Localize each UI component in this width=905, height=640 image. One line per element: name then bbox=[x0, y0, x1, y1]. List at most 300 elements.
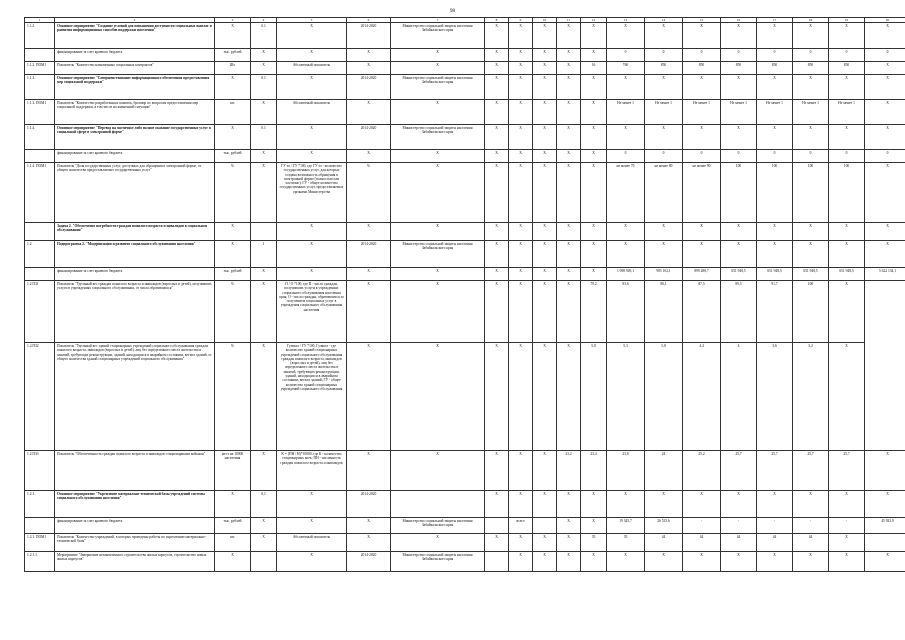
table-cell: X bbox=[721, 223, 757, 241]
table-cell: X bbox=[683, 241, 721, 268]
table-row bbox=[25, 552, 905, 572]
table-cell bbox=[485, 552, 509, 572]
table-cell: Министерство социальной защиты населения Забайкальского края bbox=[391, 75, 485, 100]
table-row bbox=[25, 281, 905, 343]
column-number-cell: 18 bbox=[793, 18, 829, 23]
table-cell: X bbox=[391, 223, 485, 241]
row-description-cell: Основное мероприятие "Совершенствование информационного обеспечения предоставления мер социальной поддержки" bbox=[55, 75, 215, 100]
table-cell: тыс. рублей bbox=[215, 150, 251, 163]
table-cell: - bbox=[683, 518, 721, 534]
table-cell: X bbox=[277, 268, 347, 281]
row-code-cell bbox=[25, 150, 55, 163]
table-cell: 79,2 bbox=[581, 281, 607, 343]
table-cell: X bbox=[509, 49, 533, 62]
column-number-cell: 15 bbox=[683, 18, 721, 23]
table-cell: Не менее 1 bbox=[793, 100, 829, 125]
table-cell: X bbox=[757, 23, 793, 49]
table-cell: X bbox=[391, 163, 485, 223]
table-cell: X bbox=[865, 552, 905, 572]
table-cell: X bbox=[581, 241, 607, 268]
table-cell: 44 bbox=[683, 534, 721, 552]
table-cell: X bbox=[215, 75, 251, 100]
table-cell: X bbox=[829, 491, 865, 518]
table-cell: 100 bbox=[721, 163, 757, 223]
table-cell: Не менее 1 bbox=[829, 100, 865, 125]
table-cell: X bbox=[581, 150, 607, 163]
table-cell: 2014-2020 bbox=[347, 75, 391, 100]
table-cell: X bbox=[391, 62, 485, 75]
table-cell: 0 bbox=[757, 150, 793, 163]
table-cell: 0 bbox=[683, 49, 721, 62]
column-number-cell: 17 bbox=[757, 18, 793, 23]
row-description-cell: Показатель "Обеспеченность граждан пожилого возраста и инвалидов стационарными койками" bbox=[55, 451, 215, 491]
table-cell: 100 bbox=[793, 281, 829, 343]
table-cell: X bbox=[509, 552, 533, 572]
table-cell: X bbox=[251, 518, 277, 534]
table-cell: Не менее 1 bbox=[683, 100, 721, 125]
table-cell: X bbox=[391, 100, 485, 125]
table-cell: 100 bbox=[793, 163, 829, 223]
table-cell: X bbox=[509, 75, 533, 100]
row-description-cell: Показатель "Удельный вес граждан пожилого возраста и инвалидов (взрослых и детей), получивших услуги в учреждениях социального обслуживания, от числа обратившихся" bbox=[55, 281, 215, 343]
column-number-cell: 20 bbox=[865, 18, 905, 23]
table-cell: X bbox=[581, 125, 607, 150]
table-cell: 100 bbox=[829, 163, 865, 223]
table-cell: Не менее 1 bbox=[607, 100, 645, 125]
row-description-cell: Показатель "Доля государственных услуг, доступных для обращения в электронной форме, от общего количества предоставляемых государственных услуг" bbox=[55, 163, 215, 223]
table-cell: X bbox=[485, 343, 509, 451]
table-cell: X bbox=[251, 268, 277, 281]
table-cell: 2014-2020 bbox=[347, 241, 391, 268]
table-cell: 2014-2020 bbox=[347, 23, 391, 49]
table-cell: X bbox=[347, 49, 391, 62]
table-cell: X bbox=[721, 241, 757, 268]
table-cell: 0 bbox=[829, 150, 865, 163]
row-code-cell: 1.2.1. bbox=[25, 491, 55, 518]
table-cell: X bbox=[757, 491, 793, 518]
table-cell: 0 bbox=[607, 150, 645, 163]
table-cell: 1 bbox=[251, 241, 277, 268]
table-cell: X bbox=[581, 223, 607, 241]
table-cell: X bbox=[509, 268, 533, 281]
table-cell: X bbox=[509, 343, 533, 451]
table-cell: 651 948,5 bbox=[829, 268, 865, 281]
table-cell: X bbox=[793, 241, 829, 268]
row-code-cell: 1.2. bbox=[25, 241, 55, 268]
table-cell: % bbox=[215, 163, 251, 223]
table-cell: X bbox=[607, 241, 645, 268]
table-cell: X bbox=[557, 241, 581, 268]
table-cell: K = (ПН / Н)*10000, где К - количество стационарных коек; ПН - численность граждан пожилого возраста и инвалидов bbox=[277, 451, 347, 491]
table-cell bbox=[485, 518, 509, 534]
table-cell: 26 515,6 bbox=[645, 518, 683, 534]
table-cell: 2014-2020 bbox=[347, 491, 391, 518]
table-cell: X bbox=[581, 49, 607, 62]
table-cell: X bbox=[581, 75, 607, 100]
row-description-cell: Показатель "Количество назначенных социальных контрактов" bbox=[55, 62, 215, 75]
row-description-cell: финансирование за счет краевого бюджета bbox=[55, 150, 215, 163]
table-cell: X bbox=[683, 23, 721, 49]
row-description-cell: финансирование за счет краевого бюджета bbox=[55, 518, 215, 534]
table-cell: X bbox=[509, 125, 533, 150]
table-row bbox=[25, 163, 905, 223]
table-cell: тыс. рублей bbox=[215, 49, 251, 62]
table-cell: Абсолютный показатель bbox=[277, 62, 347, 75]
table-cell: X bbox=[277, 518, 347, 534]
table-cell: X bbox=[557, 343, 581, 451]
table-cell: X bbox=[865, 125, 905, 150]
table-cell: X bbox=[683, 491, 721, 518]
table-cell: X bbox=[215, 552, 251, 572]
table-cell: Не менее 1 bbox=[757, 100, 793, 125]
table-cell: X bbox=[557, 100, 581, 125]
table-cell: X bbox=[757, 223, 793, 241]
row-code-cell: 1.1.4. bbox=[25, 125, 55, 150]
table-cell: 1 098 949,1 bbox=[607, 268, 645, 281]
table-cell: % bbox=[347, 163, 391, 223]
table-cell: 0.1 bbox=[251, 75, 277, 100]
table-cell: 5,8 bbox=[645, 343, 683, 451]
table-cell: 25,7 bbox=[721, 451, 757, 491]
table-cell: X bbox=[347, 281, 391, 343]
table-cell: X bbox=[509, 100, 533, 125]
table-cell: X bbox=[391, 281, 485, 343]
table-cell: X bbox=[757, 75, 793, 100]
table-cell: 4 bbox=[721, 343, 757, 451]
table-cell: 0 bbox=[607, 49, 645, 62]
table-cell: X bbox=[277, 23, 347, 49]
table-cell: X bbox=[485, 150, 509, 163]
table-cell: 91,7 bbox=[757, 281, 793, 343]
table-cell: X bbox=[645, 223, 683, 241]
table-cell: 850 bbox=[683, 62, 721, 75]
table-cell: X bbox=[391, 150, 485, 163]
table-cell: X bbox=[347, 343, 391, 451]
table-cell: шт. bbox=[215, 100, 251, 125]
table-cell: X bbox=[829, 125, 865, 150]
column-number-cell: 4 bbox=[251, 18, 277, 23]
program-indicators-table bbox=[24, 17, 905, 572]
table-cell: X bbox=[533, 125, 557, 150]
table-cell: X bbox=[829, 343, 865, 451]
table-cell: 44 bbox=[757, 534, 793, 552]
table-cell: 850 bbox=[645, 62, 683, 75]
table-cell: X bbox=[251, 163, 277, 223]
table-cell bbox=[251, 223, 277, 241]
table-row bbox=[25, 268, 905, 281]
table-cell: X bbox=[683, 75, 721, 100]
table-cell: X bbox=[607, 23, 645, 49]
table-cell: X bbox=[721, 125, 757, 150]
table-cell: X bbox=[485, 49, 509, 62]
table-cell bbox=[251, 552, 277, 572]
table-cell: X bbox=[793, 223, 829, 241]
table-cell: 23,4 bbox=[581, 451, 607, 491]
table-cell: X bbox=[251, 343, 277, 451]
table-cell: X bbox=[557, 49, 581, 62]
table-cell: X bbox=[485, 451, 509, 491]
row-description-cell: финансирование за счет краевого бюджета bbox=[55, 49, 215, 62]
table-cell: Шт. bbox=[215, 62, 251, 75]
table-cell: X bbox=[865, 100, 905, 125]
column-number-cell: 5 bbox=[277, 18, 347, 23]
table-cell: 0 bbox=[645, 150, 683, 163]
table-cell: X bbox=[251, 281, 277, 343]
table-cell: X bbox=[865, 223, 905, 241]
column-number-cell: 3 bbox=[215, 18, 251, 23]
table-cell: 44 bbox=[793, 534, 829, 552]
table-cell: 0 bbox=[865, 49, 905, 62]
table-cell: X bbox=[215, 223, 251, 241]
table-cell: 5,3 bbox=[607, 343, 645, 451]
table-cell: 651 948,5 bbox=[721, 268, 757, 281]
row-code-cell: 1.2.ПЗ1 bbox=[25, 281, 55, 343]
table-cell: 651 948,5 bbox=[793, 268, 829, 281]
table-cell: X bbox=[533, 150, 557, 163]
table-cell: X bbox=[581, 491, 607, 518]
table-cell: X bbox=[721, 491, 757, 518]
table-cell: Не менее 1 bbox=[645, 100, 683, 125]
table-cell: 850 bbox=[793, 62, 829, 75]
table-cell: 0 bbox=[683, 150, 721, 163]
table-cell: X bbox=[645, 491, 683, 518]
table-cell: X bbox=[485, 23, 509, 49]
table-cell: X bbox=[607, 223, 645, 241]
row-description-cell: Мероприятие "Завершение незаконченного строительства жилых корпусов, строительство новых жилых корпусов" bbox=[55, 552, 215, 572]
table-cell: 0 bbox=[645, 49, 683, 62]
table-row bbox=[25, 100, 905, 125]
table-cell: П / О *100, где П - число граждан, получивших услуги в учреждениях социального обслуживания населения края; О - число граждан, обратившихся за получением социальных услуг в учреждения социального обслуживания населения bbox=[277, 281, 347, 343]
table-cell: X bbox=[607, 491, 645, 518]
table-row bbox=[25, 62, 905, 75]
table-cell: 35 bbox=[581, 534, 607, 552]
row-code-cell bbox=[25, 49, 55, 62]
row-code-cell: 1.2.ПЗ3 bbox=[25, 451, 55, 491]
table-cell: 25,2 bbox=[683, 451, 721, 491]
column-number-cell: 8 bbox=[485, 18, 509, 23]
row-description-cell: Подпрограмма 2. "Модернизация и развитие социального обслуживания населения" bbox=[55, 241, 215, 268]
table-cell: 0 bbox=[829, 49, 865, 62]
column-number-cell: 1 bbox=[25, 18, 55, 23]
table-cell: X bbox=[683, 223, 721, 241]
table-cell: не менее 70 bbox=[607, 163, 645, 223]
table-cell: X bbox=[485, 75, 509, 100]
table-cell: 2014-2020 bbox=[347, 125, 391, 150]
table-cell: X bbox=[251, 451, 277, 491]
table-cell: 25,7 bbox=[793, 451, 829, 491]
column-number-cell: 14 bbox=[645, 18, 683, 23]
table-cell: X bbox=[645, 241, 683, 268]
table-cell: 2014-2020 bbox=[347, 552, 391, 572]
table-cell: 850 bbox=[721, 62, 757, 75]
table-cell: X bbox=[557, 223, 581, 241]
table-cell: X bbox=[581, 552, 607, 572]
row-description-cell: Основное мероприятие "Создание условий для повышения доступности социальных выплат и развития информационных способов поддержки населения" bbox=[55, 23, 215, 49]
table-cell: X bbox=[509, 451, 533, 491]
table-cell: Министерство социальной защиты населения Забайкальского края bbox=[391, 552, 485, 572]
table-cell: X bbox=[645, 75, 683, 100]
table-cell: Гуэвктл / ГУ *100, Гуэвктл - где количество зданий стационарных учреждений социального обслуживания граждан пожилого возраста, инвалидов (взрослых и детей), лиц без определенного места жительства и занятий, требующих реконструкции, зданий, находящихся в аварийном состоянии, ветхих зданий; ГУ - общее количество зданий стационарных учреждений социального обслуживания bbox=[277, 343, 347, 451]
table-cell: X bbox=[557, 163, 581, 223]
table-cell: X bbox=[485, 125, 509, 150]
table-cell: X bbox=[347, 150, 391, 163]
table-cell: Не менее 1 bbox=[721, 100, 757, 125]
table-row bbox=[25, 518, 905, 534]
table-cell: не менее 90 bbox=[683, 163, 721, 223]
table-cell: X bbox=[557, 62, 581, 75]
table-cell: X bbox=[645, 552, 683, 572]
table-cell: X bbox=[865, 62, 905, 75]
table-cell: X bbox=[485, 163, 509, 223]
table-cell: X bbox=[533, 49, 557, 62]
table-cell: 35 bbox=[607, 534, 645, 552]
table-cell: 985 102,1 bbox=[645, 268, 683, 281]
table-cell: X bbox=[829, 281, 865, 343]
table-row bbox=[25, 75, 905, 100]
table-cell: X bbox=[347, 100, 391, 125]
table-cell: X bbox=[557, 150, 581, 163]
table-cell: X bbox=[721, 75, 757, 100]
table-cell: X bbox=[793, 491, 829, 518]
table-cell: 0 bbox=[721, 150, 757, 163]
table-cell: X bbox=[721, 552, 757, 572]
table-cell: X bbox=[277, 491, 347, 518]
table-cell: X bbox=[347, 268, 391, 281]
table-cell: тыс. рублей bbox=[215, 268, 251, 281]
table-cell: X bbox=[865, 451, 905, 491]
table-cell: не менее 80 bbox=[645, 163, 683, 223]
table-cell: X bbox=[509, 223, 533, 241]
table-cell: X bbox=[557, 268, 581, 281]
table-cell: X bbox=[509, 281, 533, 343]
table-cell: X bbox=[533, 534, 557, 552]
column-number-cell: 16 bbox=[721, 18, 757, 23]
table-cell: X bbox=[607, 75, 645, 100]
row-description-cell: Задача 2. "Обеспечение потребности граждан пожилого возраста и инвалидов в социальном обслуживании" bbox=[55, 223, 215, 241]
table-cell: X bbox=[721, 23, 757, 49]
table-cell: X bbox=[557, 552, 581, 572]
table-cell: 86,1 bbox=[645, 281, 683, 343]
table-cell: 87,5 bbox=[683, 281, 721, 343]
table-cell: X bbox=[865, 241, 905, 268]
table-cell: X bbox=[607, 552, 645, 572]
table-cell: 760 bbox=[607, 62, 645, 75]
table-cell: X bbox=[391, 451, 485, 491]
table-cell: X bbox=[533, 75, 557, 100]
column-number-cell: 6 bbox=[347, 18, 391, 23]
table-cell: X bbox=[793, 23, 829, 49]
table-cell: X bbox=[277, 552, 347, 572]
table-cell bbox=[391, 491, 485, 518]
row-code-cell bbox=[25, 223, 55, 241]
table-cell: X bbox=[251, 150, 277, 163]
table-cell: X bbox=[347, 451, 391, 491]
table-cell: X bbox=[829, 75, 865, 100]
column-number-cell: 12 bbox=[581, 18, 607, 23]
table-cell: X bbox=[485, 491, 509, 518]
table-row bbox=[25, 491, 905, 518]
table-cell: X bbox=[557, 281, 581, 343]
table-cell: X bbox=[533, 62, 557, 75]
table-cell: X bbox=[793, 552, 829, 572]
table-cell: X bbox=[683, 552, 721, 572]
row-code-cell: 1.2.1.1. bbox=[25, 552, 55, 572]
table-cell: X bbox=[793, 75, 829, 100]
table-cell: X bbox=[485, 241, 509, 268]
table-cell: X bbox=[581, 163, 607, 223]
table-cell: X bbox=[391, 343, 485, 451]
table-cell: 5,8 bbox=[581, 343, 607, 451]
table-cell: X bbox=[251, 62, 277, 75]
table-cell: шт. bbox=[215, 534, 251, 552]
table-cell bbox=[865, 534, 905, 552]
column-number-cell: 7 bbox=[391, 18, 485, 23]
table-cell: X bbox=[557, 534, 581, 552]
table-cell: X bbox=[757, 552, 793, 572]
table-cell: X bbox=[277, 241, 347, 268]
table-cell: X bbox=[533, 268, 557, 281]
table-cell: X bbox=[829, 534, 865, 552]
table-cell: 100 bbox=[757, 163, 793, 223]
table-cell: 25,7 bbox=[829, 451, 865, 491]
table-cell: - bbox=[829, 518, 865, 534]
table-cell: 45 923,9 bbox=[865, 518, 905, 534]
table-cell: 0 bbox=[721, 49, 757, 62]
table-cell: X bbox=[533, 100, 557, 125]
table-cell: X bbox=[277, 49, 347, 62]
table-cell: X bbox=[557, 75, 581, 100]
table-cell: 44 bbox=[721, 534, 757, 552]
table-cell: X bbox=[581, 518, 607, 534]
table-cell: X bbox=[277, 223, 347, 241]
table-cell: X bbox=[829, 23, 865, 49]
table-cell: X bbox=[757, 125, 793, 150]
row-code-cell: 1.2.ПЗ2 bbox=[25, 343, 55, 451]
row-code-cell: 1.1.2. bbox=[25, 23, 55, 49]
table-cell: всего bbox=[509, 518, 533, 534]
table-cell: X bbox=[215, 23, 251, 49]
table-cell: X bbox=[557, 518, 581, 534]
table-cell: X bbox=[509, 491, 533, 518]
table-cell: - bbox=[721, 518, 757, 534]
table-cell: X bbox=[391, 268, 485, 281]
table-cell: 850 bbox=[829, 62, 865, 75]
table-cell: X bbox=[277, 125, 347, 150]
table-row bbox=[25, 241, 905, 268]
table-cell: X bbox=[533, 23, 557, 49]
table-cell: X bbox=[829, 552, 865, 572]
column-number-cell: 11 bbox=[557, 18, 581, 23]
table-cell: X bbox=[865, 163, 905, 223]
table-cell: 0 bbox=[865, 150, 905, 163]
table-cell: - bbox=[793, 518, 829, 534]
row-code-cell bbox=[25, 518, 55, 534]
table-cell: % bbox=[215, 343, 251, 451]
table-cell: X bbox=[509, 23, 533, 49]
table-cell: X bbox=[865, 23, 905, 49]
table-cell: X bbox=[557, 125, 581, 150]
table-cell: X bbox=[485, 62, 509, 75]
table-cell: X bbox=[793, 125, 829, 150]
table-cell: X bbox=[391, 49, 485, 62]
table-cell: X bbox=[557, 23, 581, 49]
table-cell: X bbox=[509, 150, 533, 163]
table-cell: X bbox=[645, 23, 683, 49]
table-cell: 0 bbox=[793, 150, 829, 163]
table-cell: 16 bbox=[581, 62, 607, 75]
row-description-cell: Показатель "Удельный вес зданий стационарных учреждений социального обслуживания граждан пожилого возраста, инвалидов (взрослых и детей), лиц без определенного места жительства и занятий, требующих реконструкции, зданий, находящихся в аварийном состоянии, ветхих зданий, от общего количества зданий стационарных учреждений социального обслуживания" bbox=[55, 343, 215, 451]
table-cell: X bbox=[251, 100, 277, 125]
